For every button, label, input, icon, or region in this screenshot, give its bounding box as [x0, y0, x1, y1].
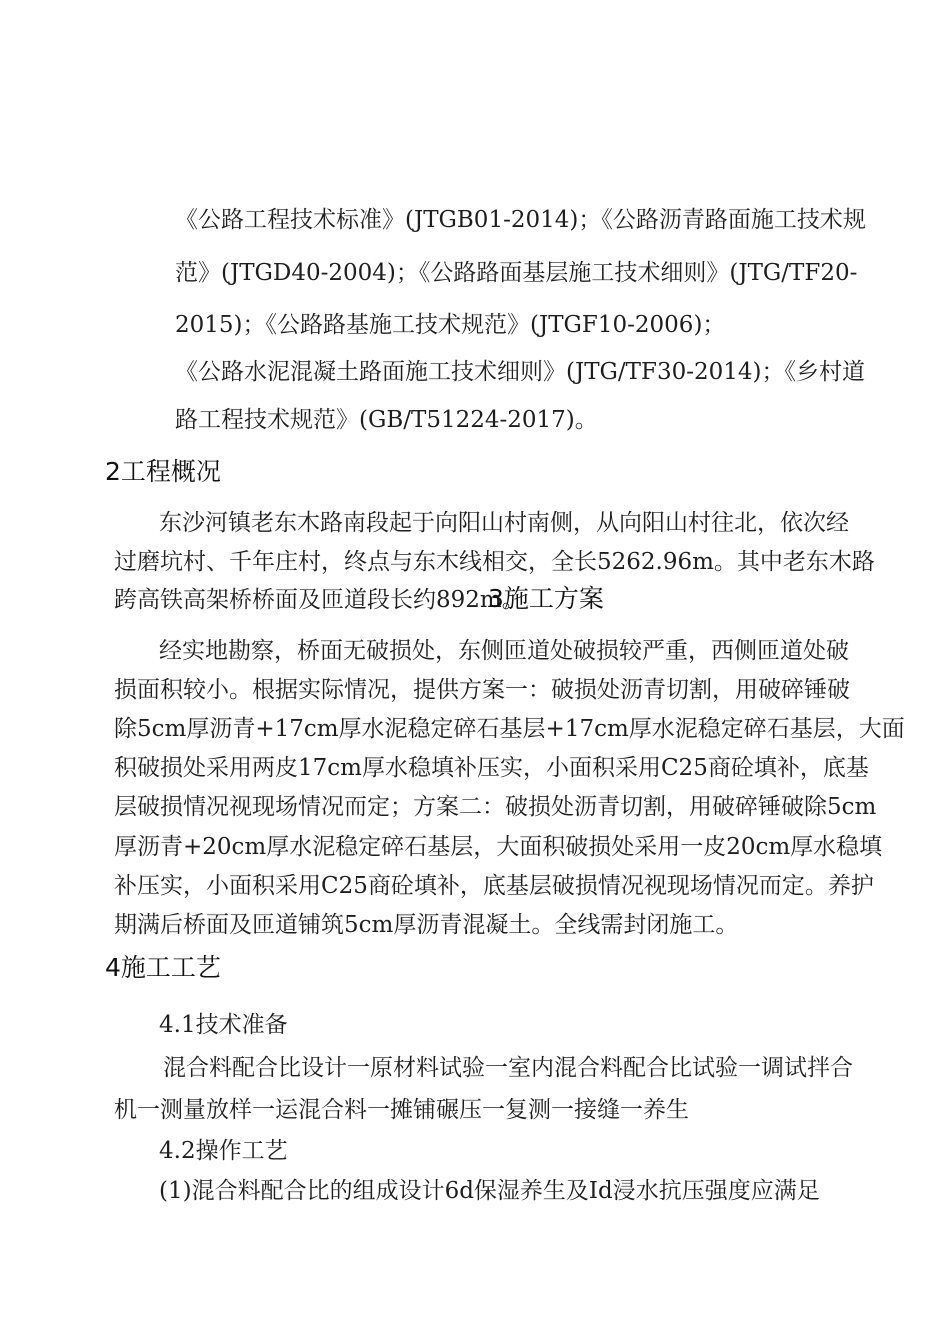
paragraph-line: 期满后桥面及匝道铺筑5cm厚沥青混凝土。全线需封闭施工。: [114, 912, 739, 938]
reference-line: 范》(JTGD40-2004)；《公路路面基层施工技术细则》(JTG/TF20-: [175, 260, 858, 286]
subsection-heading: 4.2操作工艺: [159, 1138, 288, 1164]
paragraph-line: 机一测量放样一运混合料一摊铺碾压一复测一接缝一养生: [114, 1097, 689, 1123]
section-heading: 2工程概况: [105, 457, 221, 486]
paragraph-line: 过磨坑村、千年庄村，终点与东木线相交，全长5262.96m。其中老东木路: [114, 549, 875, 575]
paragraph-line: 跨高铁高架桥桥面及匝道段长约892m。: [114, 587, 525, 613]
paragraph-line: 损面积较小。根据实际情况，提供方案一：破损处沥青切割，用破碎锤破: [114, 677, 850, 703]
paragraph-line: 层破损情况视现场情况而定；方案二：破损处沥青切割，用破碎锤破除5cm: [114, 794, 877, 820]
reference-line: 2015)；《公路路基施工技术规范》(JTGF10-2006)；: [175, 312, 726, 338]
paragraph-line: 厚沥青+20cm厚水泥稳定碎石基层，大面积破损处采用一皮20cm厚水稳填: [114, 834, 883, 860]
section-heading: 3施工方案: [488, 584, 604, 613]
subsection-heading: 4.1技术准备: [159, 1012, 288, 1038]
paragraph-line: 补压实，小面积采用C25商砼填补，底基层破损情况视现场情况而定。养护: [114, 873, 874, 899]
paragraph-line: 积破损处采用两皮17cm厚水稳填补压实，小面积采用C25商砼填补，底基: [114, 755, 869, 781]
paragraph-line: 混合料配合比设计一原材料试验一室内混合料配合比试验一调试拌合: [163, 1055, 853, 1081]
reference-line: 路工程技术规范》(GB/T51224-2017)。: [175, 407, 598, 433]
reference-line: 《公路水泥混凝土路面施工技术细则》(JTG/TF30-2014)；《乡村道: [175, 359, 865, 385]
paragraph-line: 经实地勘察，桥面无破损处，东侧匝道处破损较严重，西侧匝道处破: [159, 638, 849, 664]
paragraph-line: 东沙河镇老东木路南段起于向阳山村南侧，从向阳山村往北，依次经: [159, 510, 849, 536]
paragraph-line: 除5cm厚沥青+17cm厚水泥稳定碎石基层+17cm厚水泥稳定碎石基层，大面: [114, 716, 905, 742]
paragraph-line: (1)混合料配合比的组成设计6d保湿养生及Id浸水抗压强度应满足: [159, 1178, 820, 1204]
section-heading: 4施工工艺: [105, 953, 221, 982]
reference-line: 《公路工程技术标准》(JTGB01-2014)；《公路沥青路面施工技术规: [175, 207, 866, 233]
